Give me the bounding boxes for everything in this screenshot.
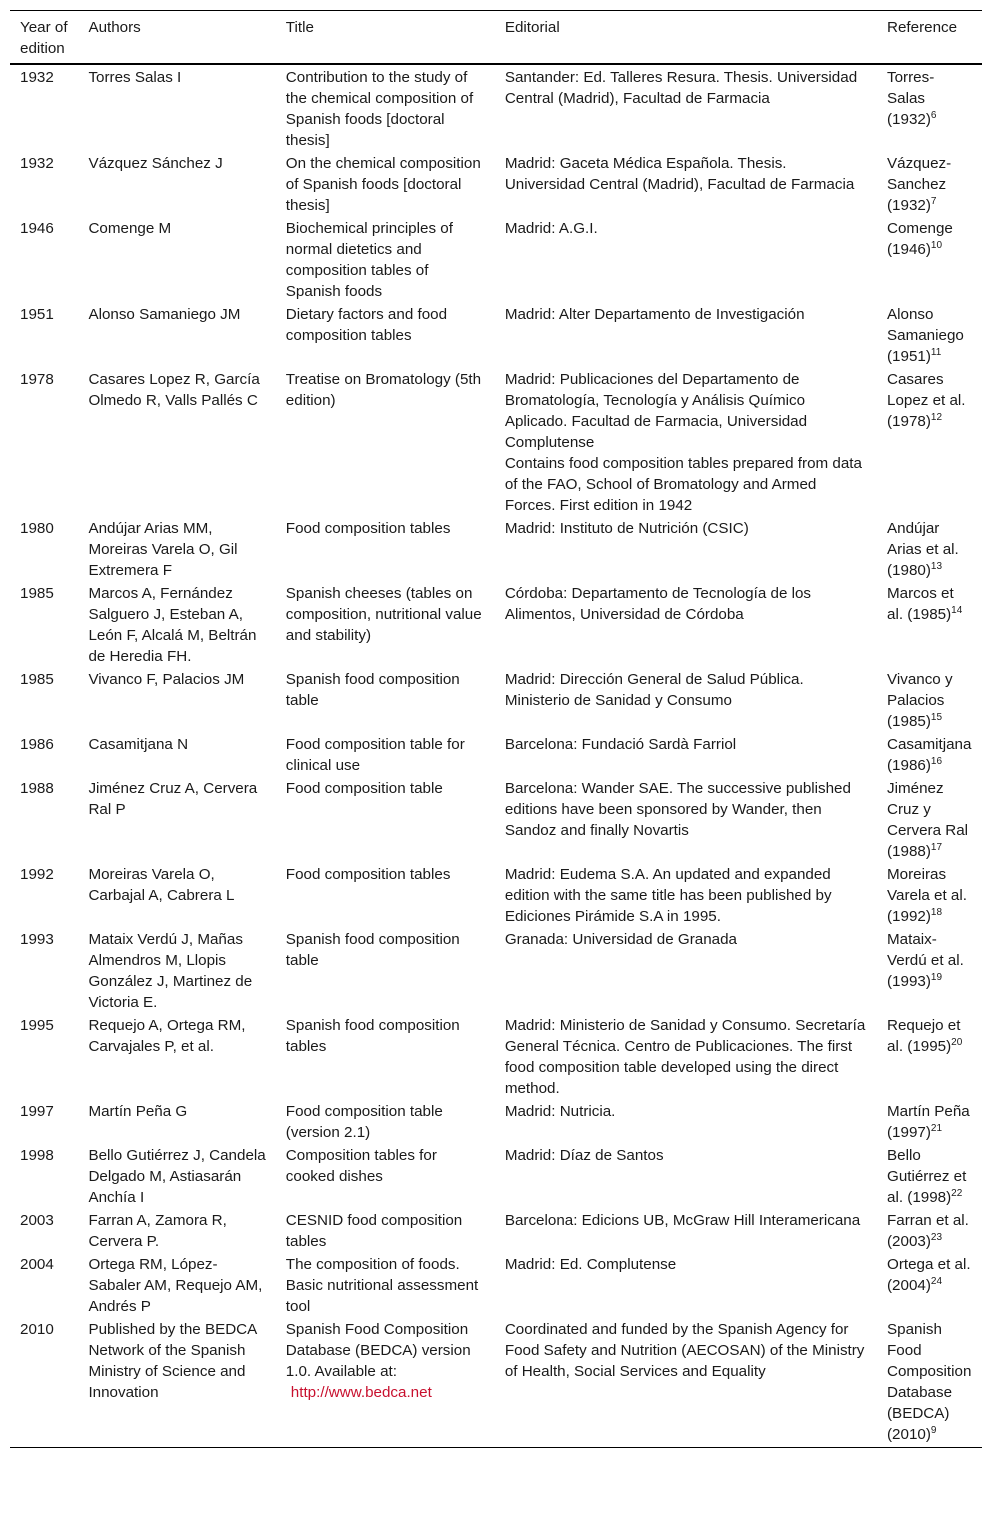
cell-reference <box>877 368 982 517</box>
table-row <box>10 1318 982 1448</box>
cell-year: 1993 <box>20 931 54 948</box>
table-row <box>10 303 982 368</box>
reference-number: 6 <box>930 109 937 121</box>
cell-year: 1992 <box>20 866 54 883</box>
reference-number: 13 <box>930 560 943 572</box>
reference-text: Vázquez-Sanchez (1932) <box>887 155 952 214</box>
reference-text: Farran et al. (2003) <box>887 1212 969 1250</box>
cell-authors: Bello Gutiérrez J, Candela Delgado M, Astiasarán Anchía I <box>88 1147 266 1206</box>
cell-authors: Casamitjana N <box>88 736 189 753</box>
cell-reference <box>877 1014 982 1100</box>
reference-number: 18 <box>930 906 943 918</box>
table-row <box>10 668 982 733</box>
editorial-line: Madrid: Ministerio de Sanidad y Consumo. Secretaría General Técnica. Centro de Publicaciones. The first food composition table developed using the direct method. <box>504 1017 866 1097</box>
editorial-line: Barcelona: Edicions UB, McGraw Hill Interamericana <box>504 1212 861 1229</box>
reference-text: Casamitjana (1986) <box>887 736 972 774</box>
reference-text: Marcos et al. (1985) <box>887 585 954 623</box>
cell-year: 1985 <box>20 671 54 688</box>
editorial-line: Madrid: Nutricia. <box>504 1103 616 1120</box>
cell-editorial <box>495 1209 877 1253</box>
reference-number: 15 <box>930 711 943 723</box>
editorial-line: Santander: Ed. Talleres Resura. Thesis. Universidad Central (Madrid), Facultad de Farmacia <box>504 69 858 107</box>
cell-editorial <box>495 928 877 1014</box>
reference-text: Casares Lopez et al. (1978) <box>887 371 966 430</box>
table-row <box>10 1100 982 1144</box>
reference-number: 24 <box>930 1275 943 1287</box>
title-text: Spanish cheeses (tables on composition, nutritional value and stability) <box>285 585 482 644</box>
title-text: The composition of foods. Basic nutritional assessment tool <box>285 1256 479 1315</box>
table-row <box>10 1209 982 1253</box>
editorial-line: Madrid: A.G.I. <box>504 220 598 237</box>
title-text: Food composition table (version 2.1) <box>285 1103 443 1141</box>
title-text: Spanish food composition table <box>285 671 460 709</box>
cell-reference <box>877 517 982 582</box>
cell-year: 1998 <box>20 1147 54 1164</box>
reference-number: 23 <box>930 1231 943 1243</box>
title-text: Contribution to the study of the chemical composition of Spanish foods [doctoral thesis] <box>285 69 474 149</box>
food-composition-tables-table <box>10 10 982 1448</box>
reference-number: 11 <box>930 346 942 358</box>
cell-authors: Marcos A, Fernández Salguero J, Esteban A, León F, Alcalá M, Beltrán de Heredia FH. <box>88 585 257 665</box>
cell-year: 2004 <box>20 1256 54 1273</box>
cell-editorial <box>495 1014 877 1100</box>
title-text: Treatise on Bromatology (5th edition) <box>285 371 482 409</box>
reference-text: Spanish Food Composition Database (BEDCA) (2010) <box>887 1321 972 1443</box>
cell-reference <box>877 733 982 777</box>
reference-text: Moreiras Varela et al. (1992) <box>887 866 967 925</box>
cell-year: 1932 <box>20 155 54 172</box>
table-row <box>10 733 982 777</box>
editorial-line: Madrid: Ed. Complutense <box>504 1256 677 1273</box>
reference-text: Vivanco y Palacios (1985) <box>887 671 953 730</box>
reference-number: 10 <box>930 239 943 251</box>
cell-authors: Ortega RM, López-Sabaler AM, Requejo AM, Andrés P <box>88 1256 263 1315</box>
editorial-line: Contains food composition tables prepared from data of the FAO, School of Bromatology and Armed Forces. First edition in 1942 <box>504 455 862 514</box>
cell-reference <box>877 217 982 303</box>
title-text: Composition tables for cooked dishes <box>285 1147 437 1185</box>
header-reference: Reference <box>887 19 958 36</box>
reference-text: Ortega et al. (2004) <box>887 1256 971 1294</box>
cell-authors: Requejo A, Ortega RM, Carvajales P, et al. <box>88 1017 246 1055</box>
cell-editorial <box>495 863 877 928</box>
cell-year: 1986 <box>20 736 54 753</box>
title-text: Food composition tables <box>285 520 451 537</box>
cell-editorial <box>495 64 877 152</box>
table-row <box>10 217 982 303</box>
table-row <box>10 1014 982 1100</box>
reference-number: 7 <box>930 195 937 207</box>
reference-text: Mataix-Verdú et al. (1993) <box>887 931 964 990</box>
cell-year: 2010 <box>20 1321 54 1338</box>
cell-reference <box>877 1144 982 1209</box>
cell-editorial <box>495 368 877 517</box>
editorial-line: Madrid: Publicaciones del Departamento de Bromatología, Tecnología y Análisis Químico Aplicado. Facultad de Farmacia, Universidad Complutense <box>504 371 808 451</box>
editorial-line: Granada: Universidad de Granada <box>504 931 738 948</box>
cell-editorial <box>495 733 877 777</box>
reference-number: 17 <box>930 841 943 853</box>
cell-authors: Farran A, Zamora R, Cervera P. <box>88 1212 227 1250</box>
cell-year: 1980 <box>20 520 54 537</box>
title-text: CESNID food composition tables <box>285 1212 463 1250</box>
reference-text: Bello Gutiérrez et al. (1998) <box>887 1147 967 1206</box>
cell-title <box>276 517 495 582</box>
table-row <box>10 777 982 863</box>
cell-title <box>276 217 495 303</box>
cell-reference <box>877 1209 982 1253</box>
title-text: Spanish food composition tables <box>285 1017 460 1055</box>
cell-editorial <box>495 1100 877 1144</box>
cell-editorial <box>495 777 877 863</box>
cell-reference <box>877 1253 982 1318</box>
editorial-line: Coordinated and funded by the Spanish Agency for Food Safety and Nutrition (AECOSAN) of the Ministry of Health, Social Services and Equality <box>504 1321 865 1380</box>
cell-reference <box>877 777 982 863</box>
cell-title <box>276 64 495 152</box>
cell-authors: Andújar Arias MM, Moreiras Varela O, Gil Extremera F <box>88 520 238 579</box>
title-text: Food composition table <box>285 780 443 797</box>
cell-title <box>276 777 495 863</box>
cell-editorial <box>495 1253 877 1318</box>
cell-reference <box>877 668 982 733</box>
editorial-line: Barcelona: Fundació Sardà Farriol <box>504 736 737 753</box>
cell-editorial <box>495 152 877 217</box>
cell-editorial <box>495 1144 877 1209</box>
reference-number: 9 <box>930 1424 937 1436</box>
cell-authors: Martín Peña G <box>88 1103 188 1120</box>
cell-title <box>276 1100 495 1144</box>
header-year: Year of edition <box>20 19 68 57</box>
bedca-link[interactable]: http://www.bedca.net <box>290 1384 432 1401</box>
reference-text: Torres-Salas (1932) <box>887 69 935 128</box>
cell-year: 1997 <box>20 1103 54 1120</box>
cell-reference <box>877 1100 982 1144</box>
cell-authors: Comenge M <box>88 220 172 237</box>
cell-authors: Casares Lopez R, García Olmedo R, Valls Pallés C <box>88 371 260 409</box>
table-header <box>10 11 982 65</box>
table-row <box>10 928 982 1014</box>
cell-reference <box>877 863 982 928</box>
cell-title <box>276 303 495 368</box>
table-container <box>10 10 982 1448</box>
cell-reference <box>877 152 982 217</box>
cell-year: 2003 <box>20 1212 54 1229</box>
reference-number: 19 <box>930 971 943 983</box>
cell-editorial <box>495 517 877 582</box>
cell-title <box>276 863 495 928</box>
reference-text: Comenge (1946) <box>887 220 953 258</box>
table-row <box>10 517 982 582</box>
cell-year: 1985 <box>20 585 54 602</box>
editorial-line: Madrid: Díaz de Santos <box>504 1147 664 1164</box>
editorial-line: Córdoba: Departamento de Tecnología de los Alimentos, Universidad de Córdoba <box>504 585 812 623</box>
cell-title <box>276 1253 495 1318</box>
cell-authors: Alonso Samaniego JM <box>88 306 241 323</box>
header-authors: Authors <box>88 19 141 36</box>
table-body <box>10 64 982 1448</box>
editorial-line: Madrid: Alter Departamento de Investigación <box>504 306 805 323</box>
cell-year: 1995 <box>20 1017 54 1034</box>
reference-number: 20 <box>951 1036 963 1048</box>
cell-reference <box>877 928 982 1014</box>
cell-editorial <box>495 217 877 303</box>
reference-number: 22 <box>951 1187 963 1199</box>
table-row <box>10 368 982 517</box>
editorial-line: Madrid: Gaceta Médica Española. Thesis. Universidad Central (Madrid), Facultad de Farmacia <box>504 155 855 193</box>
cell-reference <box>877 582 982 668</box>
reference-number: 12 <box>930 411 943 423</box>
title-text: Dietary factors and food composition tables <box>285 306 448 344</box>
cell-authors: Moreiras Varela O, Carbajal A, Cabrera L <box>88 866 235 904</box>
cell-title <box>276 1014 495 1100</box>
cell-title <box>276 1209 495 1253</box>
cell-editorial <box>495 303 877 368</box>
table-row <box>10 582 982 668</box>
reference-number: 21 <box>930 1122 943 1134</box>
cell-authors: Mataix Verdú J, Mañas Almendros M, Llopis González J, Martinez de Victoria E. <box>88 931 253 1011</box>
cell-title <box>276 152 495 217</box>
cell-year: 1932 <box>20 69 54 86</box>
cell-authors: Published by the BEDCA Network of the Spanish Ministry of Science and Innovation <box>88 1321 257 1401</box>
cell-title <box>276 582 495 668</box>
cell-title <box>276 668 495 733</box>
cell-editorial <box>495 582 877 668</box>
title-text: Biochemical principles of normal dietetics and composition tables of Spanish foods <box>285 220 453 300</box>
table-row <box>10 64 982 152</box>
reference-text: Martín Peña (1997) <box>887 1103 970 1141</box>
cell-title <box>276 368 495 517</box>
cell-year: 1978 <box>20 371 54 388</box>
cell-year: 1951 <box>20 306 54 323</box>
cell-reference <box>877 303 982 368</box>
cell-title <box>276 733 495 777</box>
cell-editorial <box>495 1318 877 1448</box>
table-row <box>10 863 982 928</box>
title-text: Spanish food composition table <box>285 931 460 969</box>
cell-authors: Torres Salas I <box>88 69 182 86</box>
cell-title <box>276 1144 495 1209</box>
table-row <box>10 1144 982 1209</box>
title-text: On the chemical composition of Spanish foods [doctoral thesis] <box>285 155 481 214</box>
editorial-line: Barcelona: Wander SAE. The successive published editions have been sponsored by Wander, then Sandoz and finally Novartis <box>504 780 851 839</box>
cell-reference <box>877 64 982 152</box>
cell-year: 1946 <box>20 220 54 237</box>
editorial-line: Madrid: Eudema S.A. An updated and expanded edition with the same title has been published by Ediciones Pirámide S.A in 1995. <box>504 866 832 925</box>
title-text: Food composition table for clinical use <box>285 736 465 774</box>
reference-text: Requejo et al. (1995) <box>887 1017 961 1055</box>
cell-year: 1988 <box>20 780 54 797</box>
reference-number: 14 <box>951 604 963 616</box>
cell-reference <box>877 1318 982 1448</box>
reference-text: Jiménez Cruz y Cervera Ral (1988) <box>887 780 969 860</box>
cell-authors: Jiménez Cruz A, Cervera Ral P <box>88 780 258 818</box>
reference-text: Alonso Samaniego (1951) <box>887 306 964 365</box>
title-text: Spanish Food Composition Database (BEDCA) version 1.0. Available at: <box>285 1321 471 1380</box>
cell-authors: Vivanco F, Palacios JM <box>88 671 245 688</box>
header-row <box>10 11 982 65</box>
header-editorial: Editorial <box>504 19 560 36</box>
table-row <box>10 152 982 217</box>
cell-editorial <box>495 668 877 733</box>
title-text: Food composition tables <box>285 866 451 883</box>
cell-title <box>276 1318 495 1448</box>
reference-text: Andújar Arias et al. (1980) <box>887 520 959 579</box>
editorial-line: Madrid: Instituto de Nutrición (CSIC) <box>504 520 749 537</box>
table-row <box>10 1253 982 1318</box>
reference-number: 16 <box>930 755 943 767</box>
cell-authors: Vázquez Sánchez J <box>88 155 223 172</box>
header-title: Title <box>285 19 314 36</box>
cell-title <box>276 928 495 1014</box>
editorial-line: Madrid: Dirección General de Salud Pública. Ministerio de Sanidad y Consumo <box>504 671 804 709</box>
